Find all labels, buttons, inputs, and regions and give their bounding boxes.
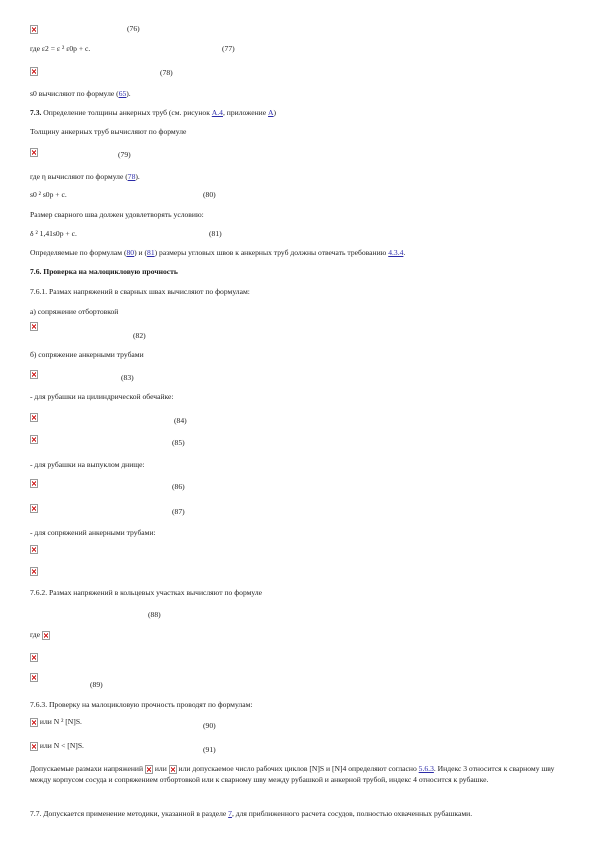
formula-89-row [30,672,103,689]
section-7-7-text: 7.7. Допускается применение методики, указанной в разделе 7, для приближенного расчета сосудов, полностью охваченных рубашками. [30,809,473,818]
equation-number: (91) [203,745,216,754]
formula-link-81[interactable]: 81 [147,248,155,257]
formula-90-row: или N ² [N]S. (90) [30,717,82,727]
section-7-6-3-text: 7.6.3. Проверку на малоцикловую прочность проводят по формулам: [30,700,253,709]
formula-77-row [30,44,235,54]
broken-image-icon [30,673,38,682]
broken-image-icon [30,504,38,513]
clause-link-5-6-3[interactable]: 5.6.3 [418,764,434,773]
formula-83-row [30,369,134,382]
broken-image-icon [30,148,38,157]
equation-number: (84) [174,416,187,425]
equation-number: (83) [121,373,134,382]
broken-image-icon [169,765,177,774]
formula-link-80[interactable]: 80 [126,248,135,257]
section-7-3-heading: 7.3. Определение толщины анкерных труб (см. рисунок А.4, приложение А) [30,108,277,117]
figure-link-a4[interactable]: А.4 [211,108,223,117]
broken-image-icon [30,370,38,379]
appendix-link-a[interactable]: А [268,108,274,117]
subsection-a-text: а) сопряжение отбортовкой [30,307,119,316]
formula-unnumbered-1 [30,544,38,554]
formula-76-row [30,24,140,34]
defined-sizes-text: Определяемые по формулам (80) и (81) размеры угловых швов к анкерных труб должны отвечать требованию 4.3.4. [30,248,406,257]
equation-number: (77) [222,44,235,53]
formula-81-row: δ ² 1,41s0p + c. (81) [30,229,222,238]
where-row: где [30,630,50,640]
subsection-b-text: б) сопряжение анкерными трубами [30,350,144,359]
equation-number: (88) [148,610,161,619]
allowable-stress-paragraph: Допускаемые размахи напряжений или или допускаемое число рабочих циклов [N]S и [N]4 определяют согласно 5.6.3. Индекс 3 относится к сварному шву между корпусом сосуда и сопряжением отбортовкой или к сварному шву между рубашкой и анкерной трубой, индекс 4 относится к рубашке. [30,764,555,784]
equation-number: (85) [172,438,185,447]
formula-link-65[interactable]: 65 [118,89,127,98]
weld-condition-text: Размер сварного шва должен удовлетворять условию: [30,210,204,219]
broken-image-icon [30,322,38,331]
formula-unnumbered-3 [30,652,38,662]
equation-number: (80) [203,190,216,199]
formula-86-row [30,478,185,491]
section-7-6-2-text: 7.6.2. Размах напряжений в кольцевых участках вычисляют по формуле [30,588,263,597]
cylinder-jacket-text: - для рубашки на цилиндрической обечайке: [30,392,174,401]
formula-text: где ε2 = ε ² ε0p + c. [30,44,91,53]
formula-87-row [30,503,185,516]
broken-image-icon [30,718,38,727]
equation-number: (87) [172,507,185,516]
broken-image-icon [42,631,50,640]
broken-image-icon [30,653,38,662]
convex-head-text: - для рубашки на выпуклом днище: [30,460,145,469]
broken-image-icon [145,765,153,774]
equation-number: (76) [127,24,140,33]
broken-image-icon [30,479,38,488]
broken-image-icon [30,742,38,751]
equation-number: (82) [133,331,146,340]
broken-image-icon [30,413,38,422]
section-link-7[interactable]: 7 [228,809,232,818]
formula-91-row: или N < [N]S. (91) [30,741,84,751]
equation-number: (89) [90,680,103,689]
broken-image-icon [30,67,38,76]
formula-unnumbered-2 [30,566,38,576]
section-7-6-heading: 7.6. Проверка на малоцикловую прочность [30,267,178,276]
broken-image-icon [30,435,38,444]
formula-82-row [30,321,146,340]
broken-image-icon [30,567,38,576]
equation-number: (79) [118,150,131,159]
anchor-pipes-text: - для сопряжений анкерными трубами: [30,528,156,537]
broken-image-icon [30,545,38,554]
clause-link-4-3-4[interactable]: 4.3.4 [388,248,404,257]
formula-84-row [30,412,187,425]
anchor-thickness-text: Толщину анкерных труб вычисляют по формуле [30,127,187,136]
equation-number: (86) [172,482,185,491]
eta-formula-ref: где η вычисляют по формуле (78). [30,172,140,181]
s0-formula-ref: s0 вычисляют по формуле (65). [30,89,131,98]
equation-number: (90) [203,721,216,730]
formula-79-row [30,147,131,159]
formula-link-78[interactable]: 78 [127,172,136,181]
broken-image-icon [30,25,38,34]
equation-number: (78) [160,68,173,77]
section-7-6-1-text: 7.6.1. Размах напряжений в сварных швах вычисляют по формулам: [30,287,250,296]
equation-number: (81) [209,229,222,238]
formula-80-row: s0 ² s0p + c. (80) [30,190,216,199]
formula-85-row [30,434,185,447]
formula-78-row [30,66,173,77]
